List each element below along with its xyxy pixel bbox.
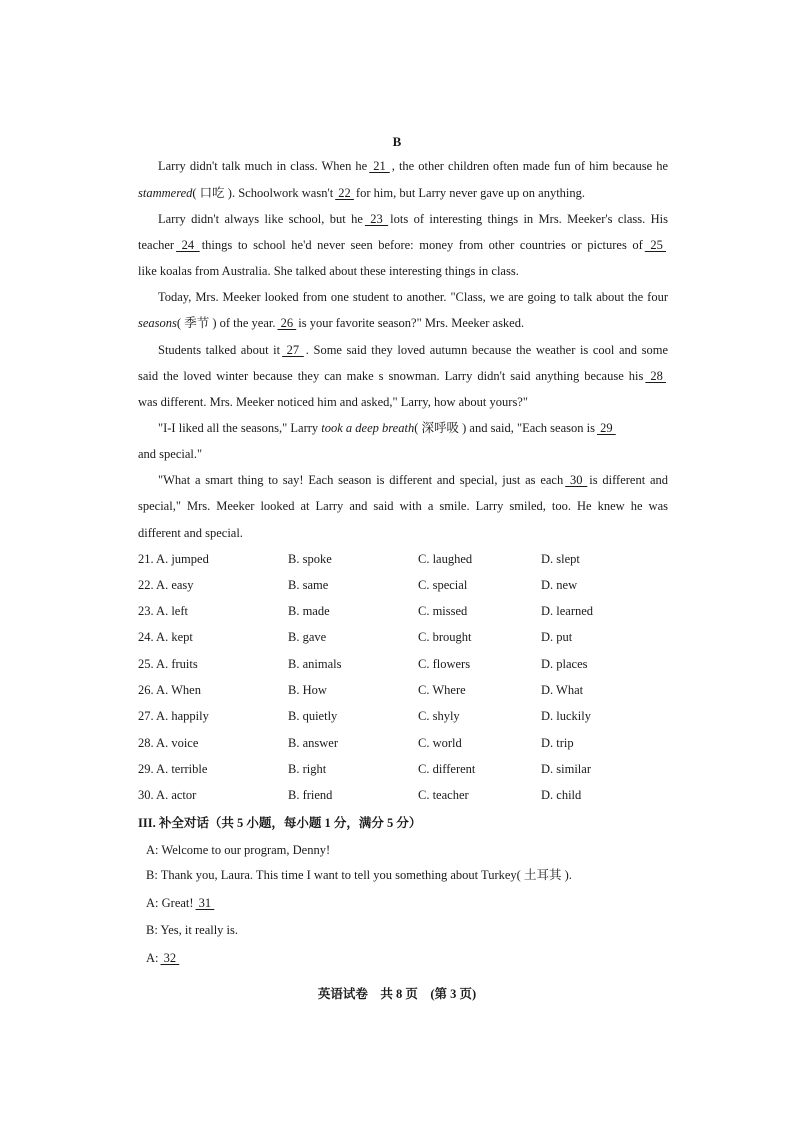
section-heading: B	[392, 134, 402, 149]
dialogue-line: A: Great! 31	[146, 896, 215, 910]
option-b: B. spoke	[288, 552, 332, 566]
option-d: D. child	[541, 788, 582, 802]
option-a: 25. A. fruits	[138, 657, 198, 671]
option-b: B. friend	[288, 788, 333, 802]
passage-line: was different. Mrs. Meeker noticed him and asked," Larry, how about yours?"	[138, 395, 528, 409]
option-a: 24. A. kept	[138, 630, 193, 644]
passage-line: teacher 24 things to school he'd never seen before: money from other countries or pictures of 25	[138, 238, 666, 252]
passage-line: different and special.	[138, 526, 243, 540]
option-a: 27. A. happily	[138, 709, 209, 723]
passage-line: Today, Mrs. Meeker looked from one student to another. "Class, we are going to talk about the four	[158, 290, 668, 304]
option-b: B. animals	[288, 657, 342, 671]
passage-line: Larry didn't always like school, but he 23 lots of interesting things in Mrs. Meeker's class. His	[158, 212, 668, 226]
passage-line: "I-I liked all the seasons," Larry took a deep breath( 深呼吸 ) and said, "Each season is 29	[158, 421, 616, 435]
option-b: B. made	[288, 604, 330, 618]
option-d: D. slept	[541, 552, 580, 566]
option-b: B. gave	[288, 630, 327, 644]
option-c: C. teacher	[418, 788, 469, 802]
passage-line: and special."	[138, 447, 203, 461]
dialogue-line: A: 32	[146, 951, 180, 965]
option-a: 30. A. actor	[138, 788, 197, 802]
blank-22: 22	[335, 186, 354, 200]
option-d: D. put	[541, 630, 573, 644]
option-a: 29. A. terrible	[138, 762, 208, 776]
dialogue-line: A: Welcome to our program, Denny!	[146, 843, 331, 857]
option-b: B. quietly	[288, 709, 338, 723]
option-row-26	[138, 682, 668, 698]
option-c: C. Where	[418, 683, 466, 697]
option-c: C. brought	[418, 630, 472, 644]
blank-30: 30	[565, 473, 588, 487]
passage-line: stammered( 口吃 ). Schoolwork wasn't 22 for him, but Larry never gave up on anything.	[138, 186, 586, 200]
option-row-25	[138, 656, 668, 672]
blank-28: 28	[645, 369, 666, 383]
option-b: B. answer	[288, 736, 338, 750]
blank-25: 25	[644, 238, 666, 252]
passage-line: Larry didn't talk much in class. When he 21 , the other children often made fun of him because he	[158, 159, 668, 173]
option-b: B. right	[288, 762, 327, 776]
blank-27: 27	[282, 343, 304, 357]
passage-line: "What a smart thing to say! Each season is different and special, just as each 30 is different and	[158, 473, 668, 487]
option-d: D. learned	[541, 604, 594, 618]
option-row-27	[138, 708, 668, 724]
section-title: III. 补全对话（共 5 小题，每小题 1 分，满分 5 分）	[138, 816, 422, 830]
option-d: D. trip	[541, 736, 574, 750]
option-c: C. flowers	[418, 657, 471, 671]
passage-line: like koalas from Australia. She talked about these interesting things in class.	[138, 264, 519, 278]
option-d: D. places	[541, 657, 588, 671]
option-row-21	[138, 551, 668, 567]
blank-21: 21	[369, 159, 390, 173]
option-d: D. What	[541, 683, 584, 697]
option-d: D. luckily	[541, 709, 591, 723]
option-c: C. laughed	[418, 552, 473, 566]
option-a: 23. A. left	[138, 604, 188, 618]
option-c: C. missed	[418, 604, 468, 618]
blank-29: 29	[596, 421, 616, 435]
option-row-22	[138, 577, 668, 593]
blank-32: 32	[160, 951, 180, 965]
page-footer: 英语试卷 共 8 页 (第 3 页)	[317, 987, 477, 1001]
option-a: 21. A. jumped	[138, 552, 209, 566]
option-row-24	[138, 629, 668, 645]
option-row-23	[138, 603, 668, 619]
dialogue-line: B: Thank you, Laura. This time I want to tell you something about Turkey( 土耳其 ).	[146, 868, 572, 882]
option-c: C. world	[418, 736, 462, 750]
blank-23: 23	[364, 212, 389, 226]
option-row-30	[138, 787, 668, 803]
option-row-28	[138, 735, 668, 751]
passage-line: seasons( 季节 ) of the year. 26 is your favorite season?" Mrs. Meeker asked.	[138, 316, 525, 330]
blank-24: 24	[176, 238, 200, 252]
option-d: D. similar	[541, 762, 591, 776]
option-a: 22. A. easy	[138, 578, 194, 592]
option-b: B. How	[288, 683, 327, 697]
option-c: C. shyly	[418, 709, 460, 723]
passage-line: Students talked about it 27 . Some said they loved autumn because the weather is cool and some	[158, 343, 669, 357]
option-row-29	[138, 761, 668, 777]
blank-26: 26	[277, 316, 297, 330]
blank-31: 31	[195, 896, 215, 910]
passage-line: special," Mrs. Meeker looked at Larry and said with a smile. Larry smiled, too. He knew he was	[138, 499, 668, 513]
option-c: C. different	[418, 762, 476, 776]
option-a: 28. A. voice	[138, 736, 199, 750]
option-b: B. same	[288, 578, 329, 592]
option-a: 26. A. When	[138, 683, 201, 697]
passage-line: said the loved winter because they can make s snowman. Larry didn't said anything because his 28	[138, 369, 666, 383]
dialogue-line: B: Yes, it really is.	[146, 923, 239, 937]
option-d: D. new	[541, 578, 578, 592]
option-c: C. special	[418, 578, 468, 592]
